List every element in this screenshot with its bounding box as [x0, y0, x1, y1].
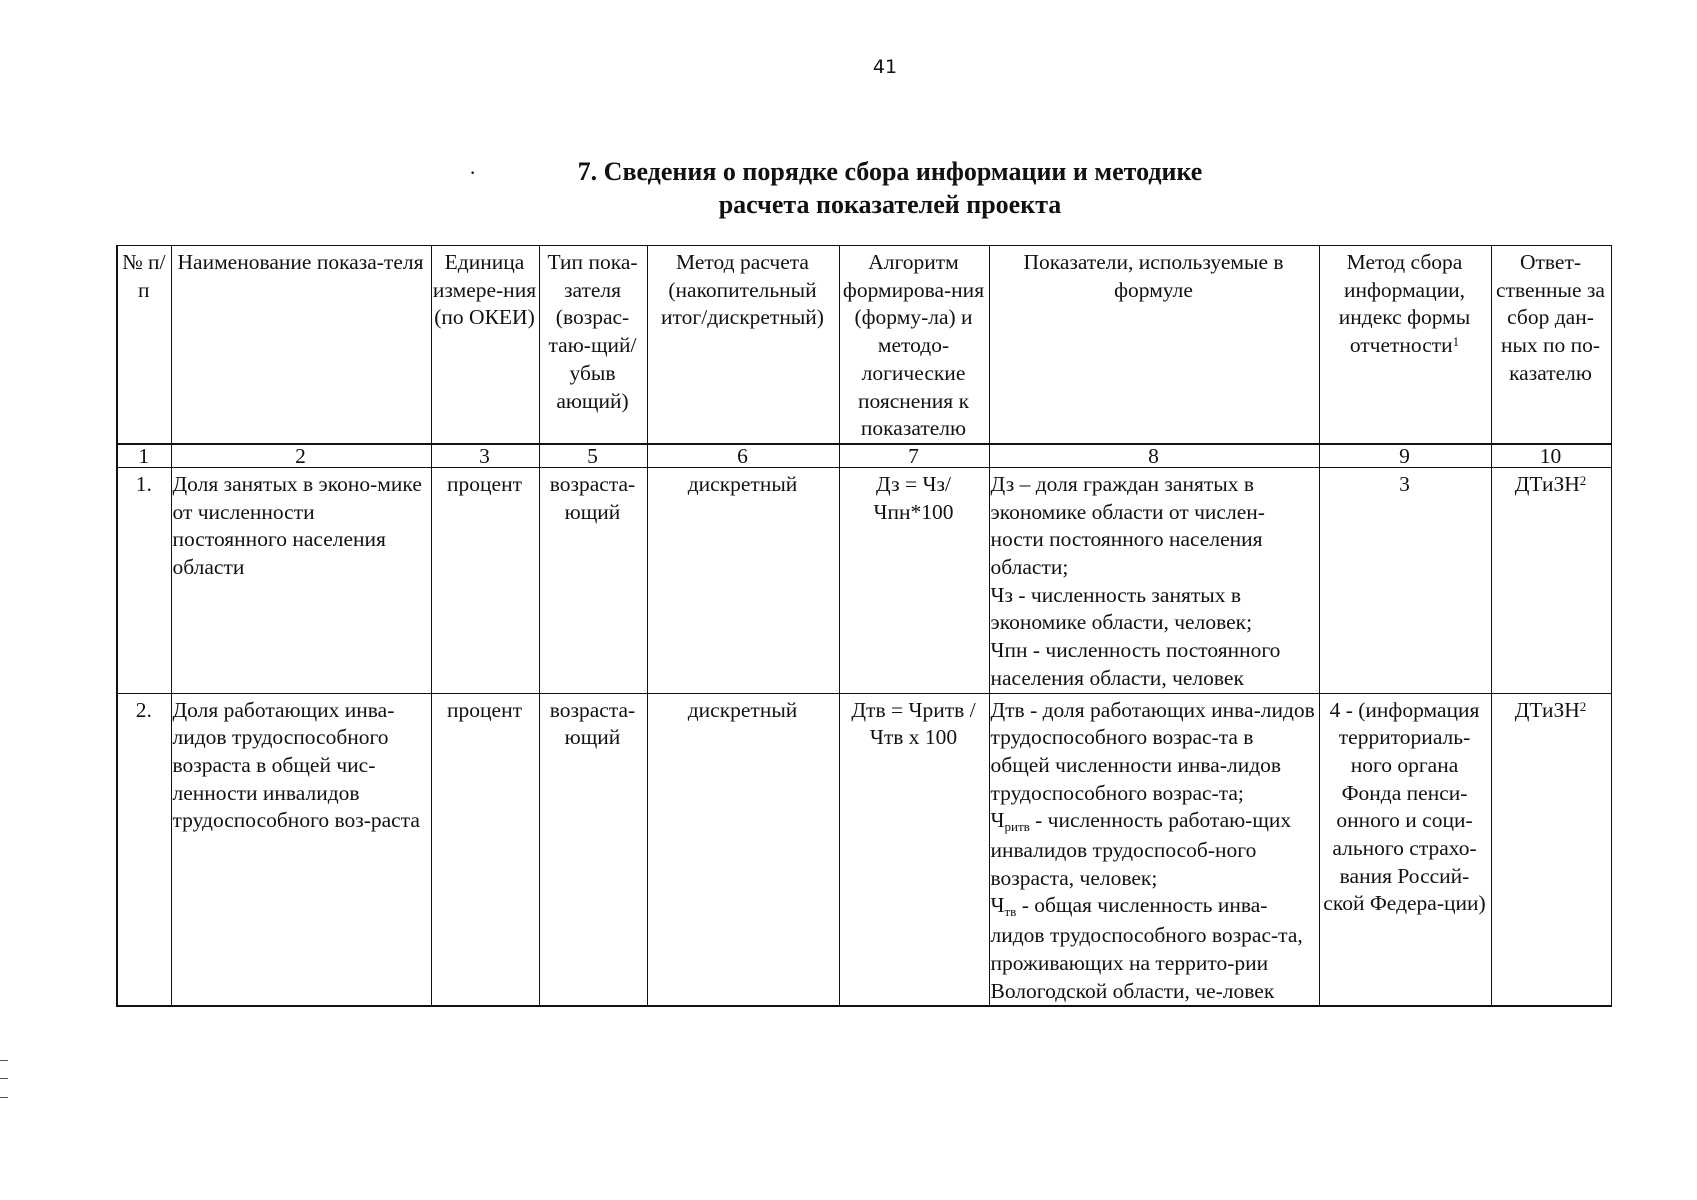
row-algorithm: Дтв = Чритв / Чтв х 100 [839, 693, 989, 1006]
row-formula-indicators [989, 467, 1319, 693]
row-calc-method: дискретный [647, 693, 839, 1006]
row-responsible: ДТиЗН$^2$ [1491, 467, 1611, 693]
row-responsible: ДТиЗН$^2$ [1491, 693, 1611, 1006]
row-num: 1. [117, 467, 171, 693]
section-title-line-2: расчета показателей проекта [718, 190, 1062, 219]
scan-artifact-dot: · [469, 160, 477, 185]
row-name: Доля занятых в эконо-мике от численности постоянного населения области [171, 467, 431, 693]
formula-indicator: Дтв - доля работающих инва-лидов трудоспособного возрас-та в общей численности инва-лидов трудоспособного возрас-та; [990, 697, 1315, 805]
column-number: 10 [1491, 444, 1611, 468]
column-number: 5 [539, 444, 647, 468]
row-algorithm: Дз = Чз/ Чпн*100 [839, 467, 989, 693]
column-number: 2 [171, 444, 431, 468]
footnote-marker: 2 [1579, 698, 1587, 714]
table-row [117, 693, 1611, 1006]
row-name: Доля работающих инва-лидов трудоспособного возраста в общей чис-ленности инвалидов трудоспособного воз-раста [171, 693, 431, 1006]
row-num: 2. [117, 693, 171, 1006]
formula-indicator: Дз – доля граждан занятых в экономике области от числен-ности постоянного населения области; [990, 471, 1265, 580]
header-name: Наименование показа-теля [171, 246, 431, 444]
section-title-line-1: 7. Сведения о порядке сбора информации и методике [577, 157, 1203, 186]
header-row [117, 246, 1611, 444]
margin-mark [0, 1060, 8, 1098]
header-collection-method: Метод сбора информации, индекс формы отчетности$^1$ [1319, 246, 1491, 444]
formula-indicator: Чритв - численность работаю-щих инвалидов трудоспособ-ного возраста, человек; [990, 808, 1292, 890]
section-title [420, 155, 1360, 221]
row-type: возраста-ющий [539, 467, 647, 693]
indicators-table [116, 245, 1612, 1007]
header-unit: Единица измере-ния (по ОКЕИ) [431, 246, 539, 444]
header-num: № п/п [117, 246, 171, 444]
header-calc-method: Метод расчета (накопительный итог/дискретный) [647, 246, 839, 444]
header-responsible: Ответ-ственные за сбор дан-ных по по-казателю [1491, 246, 1611, 444]
row-calc-method: дискретный [647, 467, 839, 693]
table-row [117, 467, 1611, 693]
row-collection-method: 4 - (информация территориаль-ного органа Фонда пенси-онного и соци-ального страхо-вания Россий-ской Федера-ции) [1319, 693, 1491, 1006]
formula-indicator: Чтв - общая численность инва-лидов трудоспособного возрас-та, проживающих на террито-рии Вологодской области, че-ловек [990, 893, 1303, 1003]
header-algorithm: Алгоритм формирова-ния (форму-ла) и методо-логические пояснения к показателю [839, 246, 989, 444]
header-formula-indicators: Показатели, используемые в формуле [989, 246, 1319, 444]
row-unit: процент [431, 693, 539, 1006]
page-number: 41 [872, 56, 898, 78]
column-number: 3 [431, 444, 539, 468]
footnote-marker: 2 [1579, 472, 1587, 488]
column-number: 7 [839, 444, 989, 468]
row-type: возраста-ющий [539, 693, 647, 1006]
column-number: 6 [647, 444, 839, 468]
column-number: 8 [989, 444, 1319, 468]
formula-indicator: Чз - численность занятых в экономике области, человек; [990, 582, 1253, 635]
row-formula-indicators [989, 693, 1319, 1006]
header-type: Тип пока-зателя (возрас-таю-щий/убыв ающий) [539, 246, 647, 444]
column-number: 1 [117, 444, 171, 468]
column-number: 9 [1319, 444, 1491, 468]
row-unit: процент [431, 467, 539, 693]
footnote-marker: 1 [1452, 334, 1460, 350]
row-collection-method: 3 [1319, 467, 1491, 693]
formula-indicator: Чпн - численность постоянного населения области, человек [990, 638, 1281, 690]
column-numbers-row [117, 444, 1611, 468]
